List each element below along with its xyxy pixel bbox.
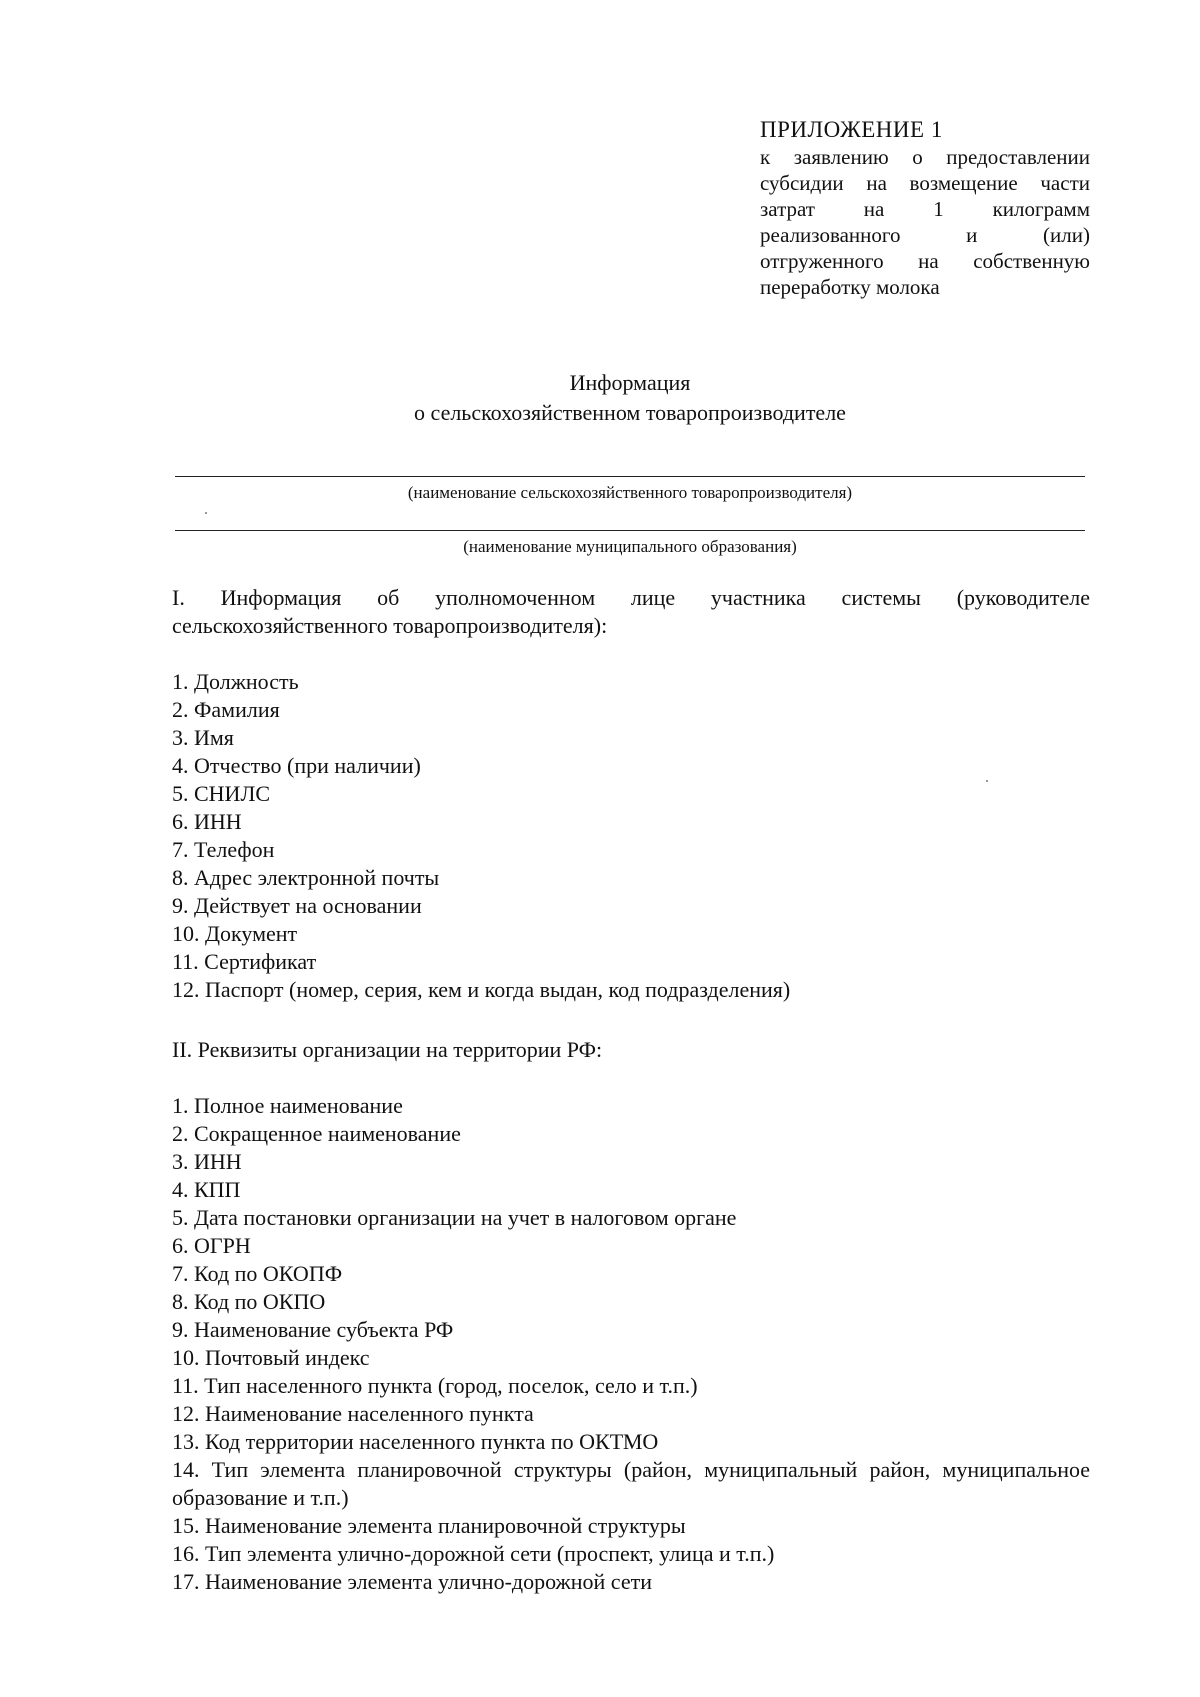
section-1-title: I. Информация об уполномоченном лице участника системы (руководителе сельскохозяйственного товаропроизводителя): [172,585,1090,638]
scan-speck [986,780,988,782]
list-item: 14. Тип элемента планировочной структуры (район, муниципальный район, муниципальное образование и т.п.) [172,1457,1090,1510]
producer-name-caption: (наименование сельскохозяйственного товаропроизводителя) [407,483,853,502]
list-item: 5. Дата постановки организации на учет в налоговом органе [172,1205,737,1230]
list-item: 7. Телефон [172,837,275,862]
appendix-title: ПРИЛОЖЕНИЕ 1 [760,117,943,142]
list-item: 12. Паспорт (номер, серия, кем и когда выдан, код подразделения) [172,977,791,1002]
list-item: 8. Код по ОКПО [172,1289,326,1314]
list-item: 10. Документ [172,921,298,946]
list-item: 15. Наименование элемента планировочной структуры [172,1513,686,1538]
list-item: 12. Наименование населенного пункта [172,1401,534,1426]
list-item: 9. Действует на основании [172,893,422,918]
list-item: 8. Адрес электронной почты [172,865,440,890]
section-2-title: II. Реквизиты организации на территории РФ: [172,1037,603,1062]
list-item: 1. Полное наименование [172,1093,403,1118]
scan-speck [205,512,207,514]
list-item: 16. Тип элемента улично-дорожной сети (проспект, улица и т.п.) [172,1541,775,1566]
section-1-list [172,668,1090,1004]
list-item: 7. Код по ОКОПФ [172,1261,343,1286]
appendix-body: к заявлению о предоставлении субсидии на возмещение части затрат на 1 килограмм реализованного и (или) отгруженного на собственную переработку молока [760,145,1090,299]
list-item: 10. Почтовый индекс [172,1345,370,1370]
list-item: 3. Имя [172,725,234,750]
list-item: 1. Должность [172,669,299,694]
list-item: 9. Наименование субъекта РФ [172,1317,454,1342]
list-item: 6. ИНН [172,809,242,834]
producer-name-line [175,476,1085,477]
municipality-caption: (наименование муниципального образования) [463,537,797,556]
list-item: 6. ОГРН [172,1233,251,1258]
list-item: 13. Код территории населенного пункта по ОКТМО [172,1429,659,1454]
list-item: 3. ИНН [172,1149,242,1174]
document-title: Информация [569,370,691,395]
document-subtitle: о сельскохозяйственном товаропроизводителе [414,400,846,425]
appendix-block [760,116,1090,300]
list-item: 4. КПП [172,1177,241,1202]
list-item: 2. Сокращенное наименование [172,1121,461,1146]
list-item: 17. Наименование элемента улично-дорожной сети [172,1569,652,1594]
list-item: 5. СНИЛС [172,781,271,806]
list-item: 4. Отчество (при наличии) [172,753,421,778]
list-item: 2. Фамилия [172,697,280,722]
list-item: 11. Тип населенного пункта (город, поселок, село и т.п.) [172,1373,698,1398]
section-2-list [172,1092,1090,1596]
list-item: 11. Сертификат [172,949,317,974]
municipality-line [175,530,1085,531]
